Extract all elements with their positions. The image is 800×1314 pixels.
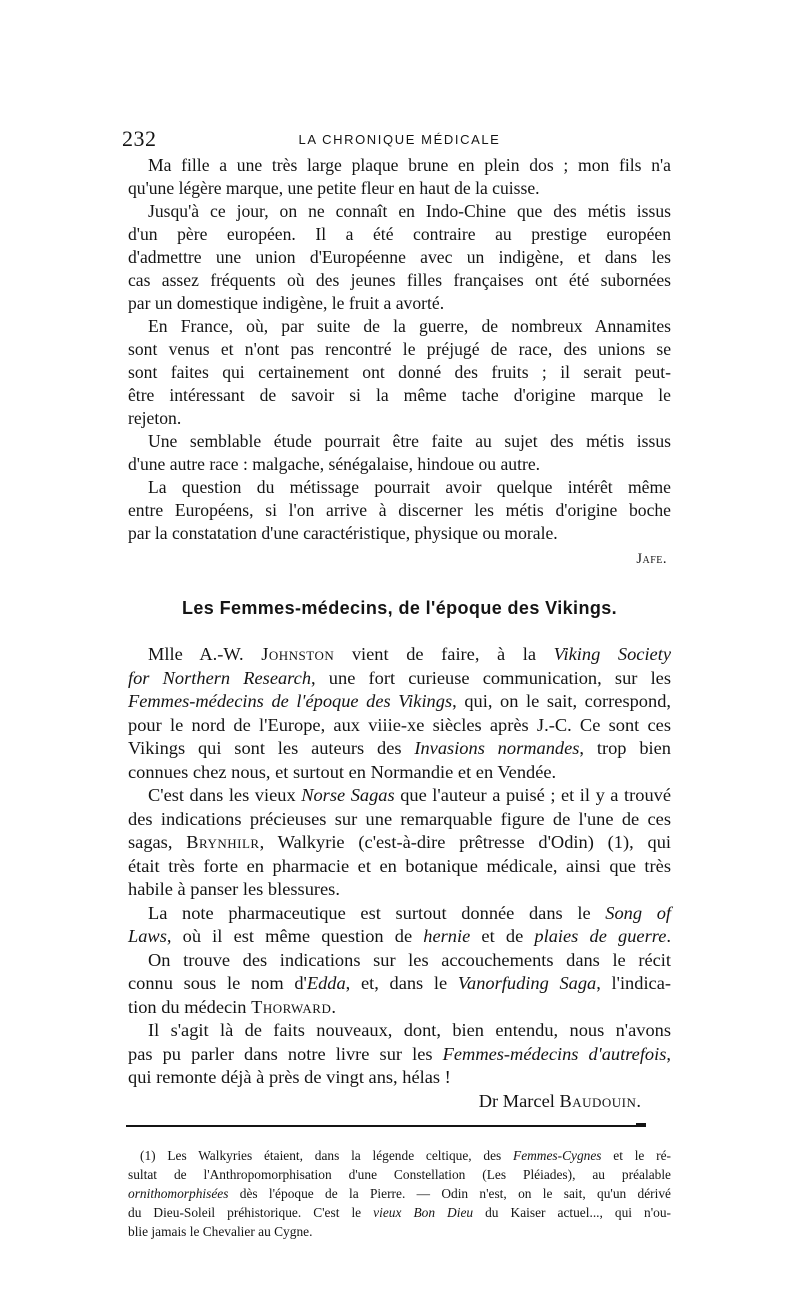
text-line: connu sous le nom d'Edda, et, dans le Vanorfuding Saga, l'indica-: [128, 973, 672, 993]
society-name: Viking Society: [553, 644, 671, 664]
letter-paragraph-4: [128, 430, 671, 476]
text-line: qui remonte déjà à près de vingt ans, hélas !: [128, 1067, 451, 1087]
text-line: d'un père européen. Il a été contraire au prestige européen: [128, 224, 671, 244]
text-line: Mlle A.-W. Johnston vient de faire, à la Viking Society: [148, 644, 671, 664]
text-line: connues chez nous, et surtout en Normandie et en Vendée.: [128, 761, 557, 782]
letter-paragraph-1: [128, 154, 671, 200]
text-line: pour le nord de l'Europe, aux viiie-xe siècles après J.-C. Ce sont ces: [128, 714, 671, 735]
text-line: sont venus et n'ont pas rencontré le préjugé de race, des unions se: [128, 339, 671, 359]
text-line: était très forte en pharmacie et en botanique médicale, ainsi que très: [128, 855, 671, 876]
text-line: for Northern Research, une fort curieuse communication, sur les: [128, 667, 671, 688]
divider-end-mark: [636, 1123, 646, 1127]
letter-paragraph-2: [128, 200, 671, 315]
text-line: d'admettre une union d'Européenne avec un indigène, et dans les: [128, 247, 671, 267]
text-line: Une semblable étude pourrait être faite au sujet des métis issus: [148, 431, 671, 451]
text-line: entre Européens, si l'on arrive à discerner les métis d'origine boche: [128, 500, 671, 520]
text-line: Jusqu'à ce jour, on ne connaît en Indo-Chine que des métis issus: [148, 201, 671, 221]
text-line: La question du métissage pourrait avoir quelque intérêt même: [148, 477, 671, 497]
article-title: Les Femmes-médecins, de l'époque des Vikings.: [181, 598, 618, 618]
article-section: [128, 643, 671, 1113]
letter-signature: Jafe.: [636, 551, 667, 567]
text-line: rejeton.: [128, 408, 182, 428]
article-paragraph-4: [128, 949, 671, 1020]
text-line: C'est dans les vieux Norse Sagas que l'auteur a puisé ; et il y a trouvé: [148, 785, 672, 805]
text-line: cas assez fréquents où des jeunes filles françaises ont été subornées: [128, 270, 671, 290]
text-line: sultat de l'Anthropomorphisation d'une Constellation (Les Pléiades), au préalable: [128, 1166, 671, 1182]
text-line: être intéressant de savoir si la même tache d'origine marque le: [128, 385, 671, 405]
text-line: ornithomorphisées dès l'époque de la Pierre. — Odin n'est, on le sait, qu'un dérivé: [128, 1185, 671, 1201]
journal-title: LA CHRONIQUE MÉDICALE: [298, 132, 501, 147]
text-line: La note pharmaceutique est surtout donnée dans le Song of: [148, 902, 671, 923]
running-head: [122, 118, 671, 154]
article-paragraph-1: [128, 643, 671, 784]
text-line: Il s'agit là de faits nouveaux, dont, bien entendu, nous n'avons: [148, 1020, 671, 1040]
letter-section: [128, 154, 671, 570]
article-paragraph-3: [128, 902, 671, 949]
text-line: des indications précieuses sur une remarquable figure de l'une de ces: [128, 808, 671, 829]
text-line: Vikings qui sont les auteurs des Invasions normandes, trop bien: [128, 738, 671, 758]
text-column: [122, 118, 672, 1241]
text-line: sagas, Brynhilr, Walkyrie (c'est-à-dire prêtresse d'Odin) (1), qui: [128, 832, 672, 852]
author-name: Johnston: [261, 644, 335, 664]
text-line: par un domestique indigène, le fruit a avorté.: [128, 293, 445, 313]
article-paragraph-2: [128, 784, 671, 902]
text-line: habile à panser les blessures.: [128, 879, 340, 899]
footnote-divider: [126, 1125, 640, 1127]
text-line: par la constatation d'une caractéristique, physique ou morale.: [128, 523, 558, 543]
text-line: sont faites qui certainement ont donné des fruits ; il serait peut-: [128, 362, 671, 382]
text-line: Laws, où il est même question de hernie et de plaies de guerre.: [128, 926, 671, 946]
page-number: 232: [122, 126, 157, 151]
text-line: Femmes-médecins de l'époque des Vikings, qui, on le sait, correspond,: [128, 691, 671, 711]
text-line: blie jamais le Chevalier au Cygne.: [128, 1223, 313, 1239]
text-line: du Dieu-Soleil préhistorique. C'est le vieux Bon Dieu du Kaiser actuel..., qui n'ou-: [128, 1204, 671, 1220]
text-line: d'une autre race : malgache, sénégalaise, hindoue ou autre.: [128, 454, 541, 474]
text-line: (1) Les Walkyries étaient, dans la légende celtique, des Femmes-Cygnes et le ré-: [140, 1147, 672, 1163]
text-line: On trouve des indications sur les accouchements dans le récit: [148, 949, 671, 970]
text-line: Ma fille a une très large plaque brune en plein dos ; mon fils n'a: [148, 155, 671, 175]
letter-paragraph-3: [128, 315, 671, 430]
text-line: En France, où, par suite de la guerre, de nombreux Annamites: [148, 316, 671, 336]
text-line: tion du médecin Thorward.: [128, 996, 336, 1017]
article-paragraph-5: [128, 1019, 671, 1090]
letter-paragraph-5: [128, 476, 671, 545]
text-line: pas pu parler dans notre livre sur les Femmes-médecins d'autrefois,: [128, 1043, 672, 1064]
footnote: [128, 1146, 671, 1241]
text-line: qu'une légère marque, une petite fleur en haut de la cuisse.: [128, 178, 540, 198]
honorific: Mlle: [148, 644, 183, 664]
doctor-title: Dr: [478, 1090, 499, 1111]
article-signature: Dr Marcel Baudouin.: [478, 1090, 641, 1111]
